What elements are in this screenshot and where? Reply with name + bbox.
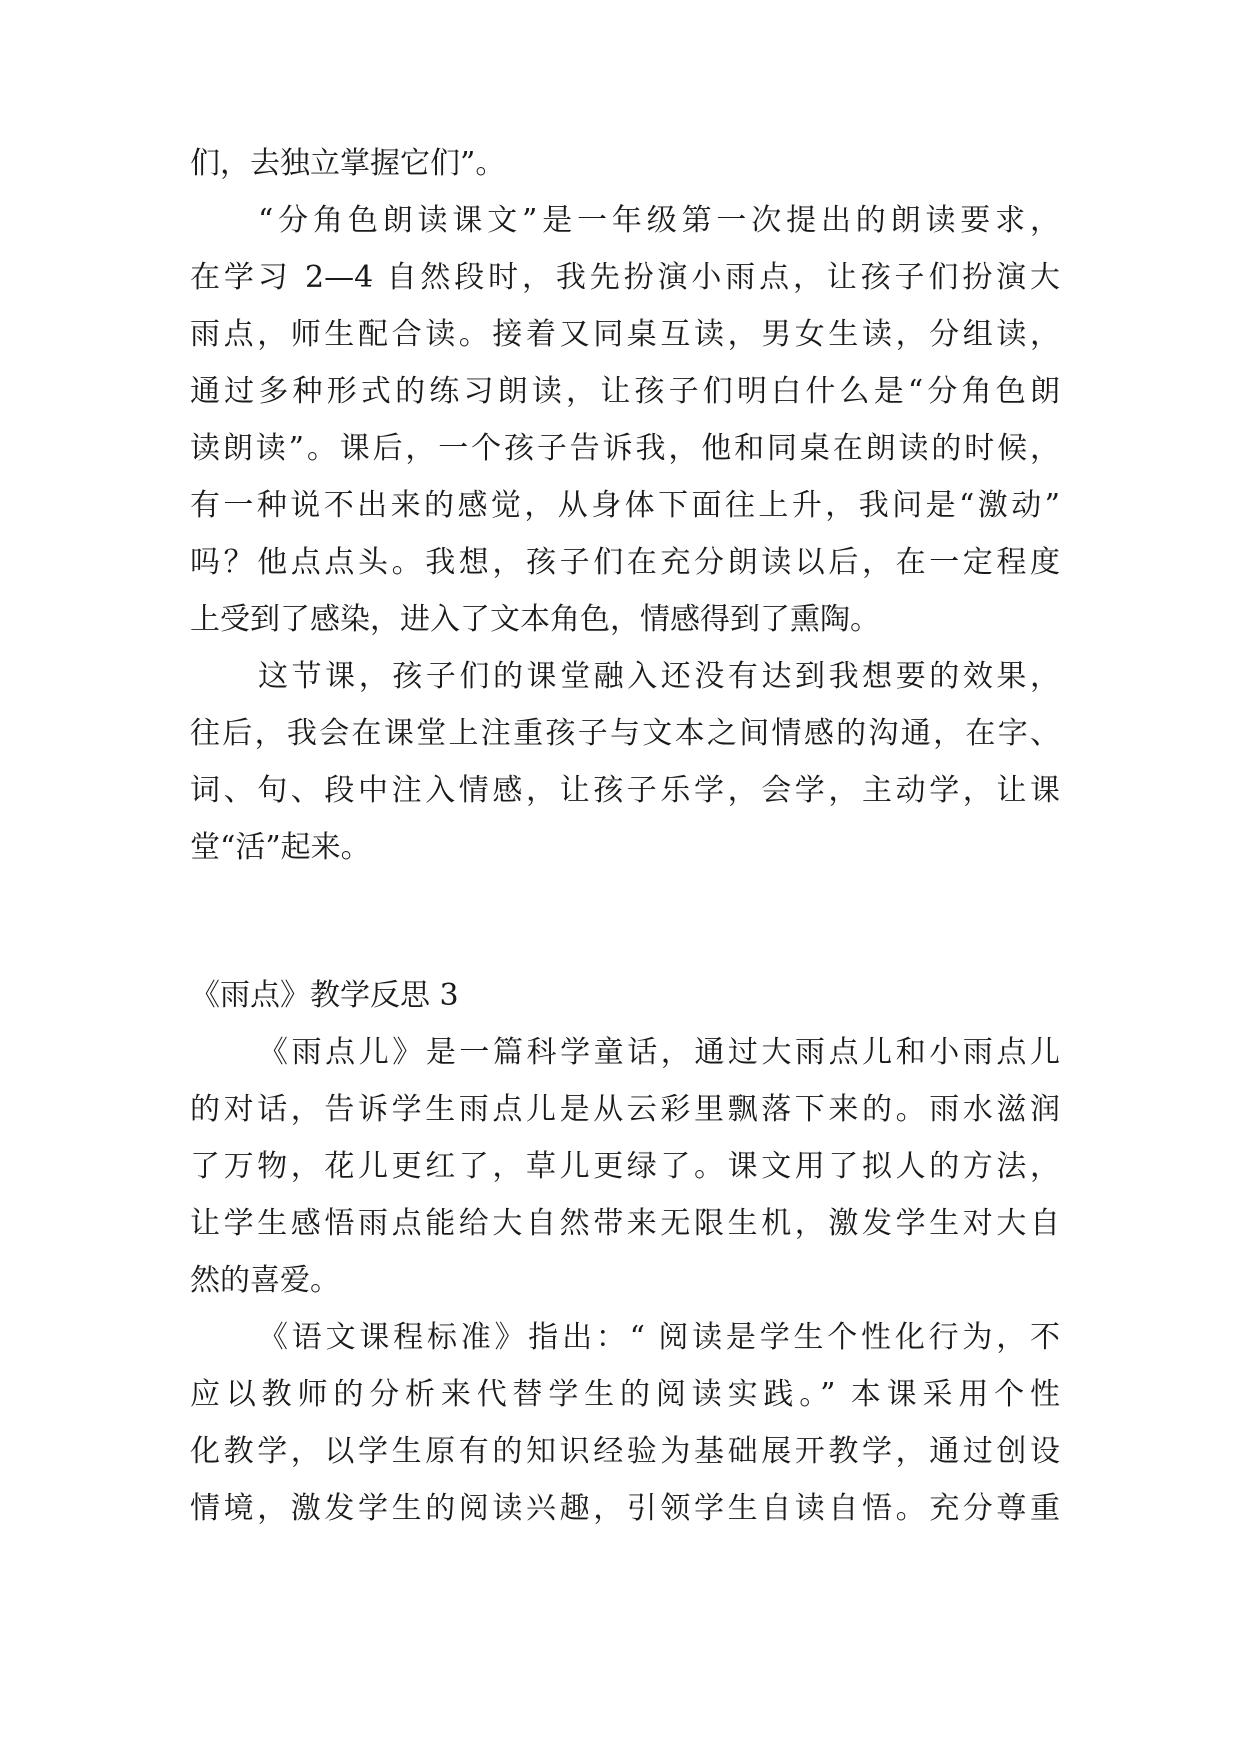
paragraph-line: 往后，我会在课堂上注重孩子与文本之间情感的沟通，在字、 — [190, 716, 1060, 751]
paragraph-line: 化教学，以学生原有的知识经验为基础展开教学，通过创设 — [190, 1434, 1060, 1469]
paragraph-line: 《语文课程标准》指出：“ 阅读是学生个性化行为，不 — [258, 1320, 1060, 1355]
paragraph-line: 有一种说不出来的感觉，从身体下面往上升，我问是“激动” — [190, 488, 1060, 523]
reflection-2-ending — [190, 135, 1060, 876]
paragraph-line: “分角色朗读课文”是一年级第一次提出的朗读要求， — [258, 203, 1060, 238]
paragraph-line: 雨点，师生配合读。接着又同桌互读，男女生读，分组读， — [190, 317, 1060, 352]
paragraph-line: 们，去独立掌握它们”。 — [190, 146, 506, 181]
paragraph-line: 在学习 2—4 自然段时，我先扮演小雨点，让孩子们扮演大 — [190, 260, 1060, 295]
paragraph-line: 让学生感悟雨点能给大自然带来无限生机，激发学生对大自 — [190, 1206, 1060, 1241]
paragraph-line: 通过多种形式的练习朗读，让孩子们明白什么是“分角色朗 — [190, 374, 1060, 409]
paragraph-line: 堂“活”起来。 — [190, 830, 371, 865]
reflection-3-body — [190, 1024, 1060, 1537]
paragraph-line: 情境，激发学生的阅读兴趣，引领学生自读自悟。充分尊重 — [190, 1491, 1060, 1526]
paragraph-line: 《雨点儿》是一篇科学童话，通过大雨点儿和小雨点儿 — [258, 1035, 1060, 1070]
paragraph-line: 读朗读”。课后，一个孩子告诉我，他和同桌在朗读的时候， — [190, 431, 1060, 466]
paragraph-line: 的对话，告诉学生雨点儿是从云彩里飘落下来的。雨水滋润 — [190, 1092, 1060, 1127]
paragraph-line: 这节课，孩子们的课堂融入还没有达到我想要的效果， — [258, 659, 1060, 694]
section-heading: 《雨点》教学反思 3 — [190, 978, 459, 1013]
paragraph-line: 吗？他点点头。我想，孩子们在充分朗读以后，在一定程度 — [190, 545, 1060, 580]
paragraph-line: 了万物，花儿更红了，草儿更绿了。课文用了拟人的方法， — [190, 1149, 1060, 1184]
paragraph-line: 词、句、段中注入情感，让孩子乐学，会学，主动学，让课 — [190, 773, 1060, 808]
paragraph-line: 上受到了感染，进入了文本角色，情感得到了熏陶。 — [190, 602, 880, 637]
paragraph-line: 应以教师的分析来代替学生的阅读实践。” 本课采用个性 — [190, 1377, 1060, 1412]
paragraph-line: 然的喜爱。 — [190, 1263, 340, 1298]
